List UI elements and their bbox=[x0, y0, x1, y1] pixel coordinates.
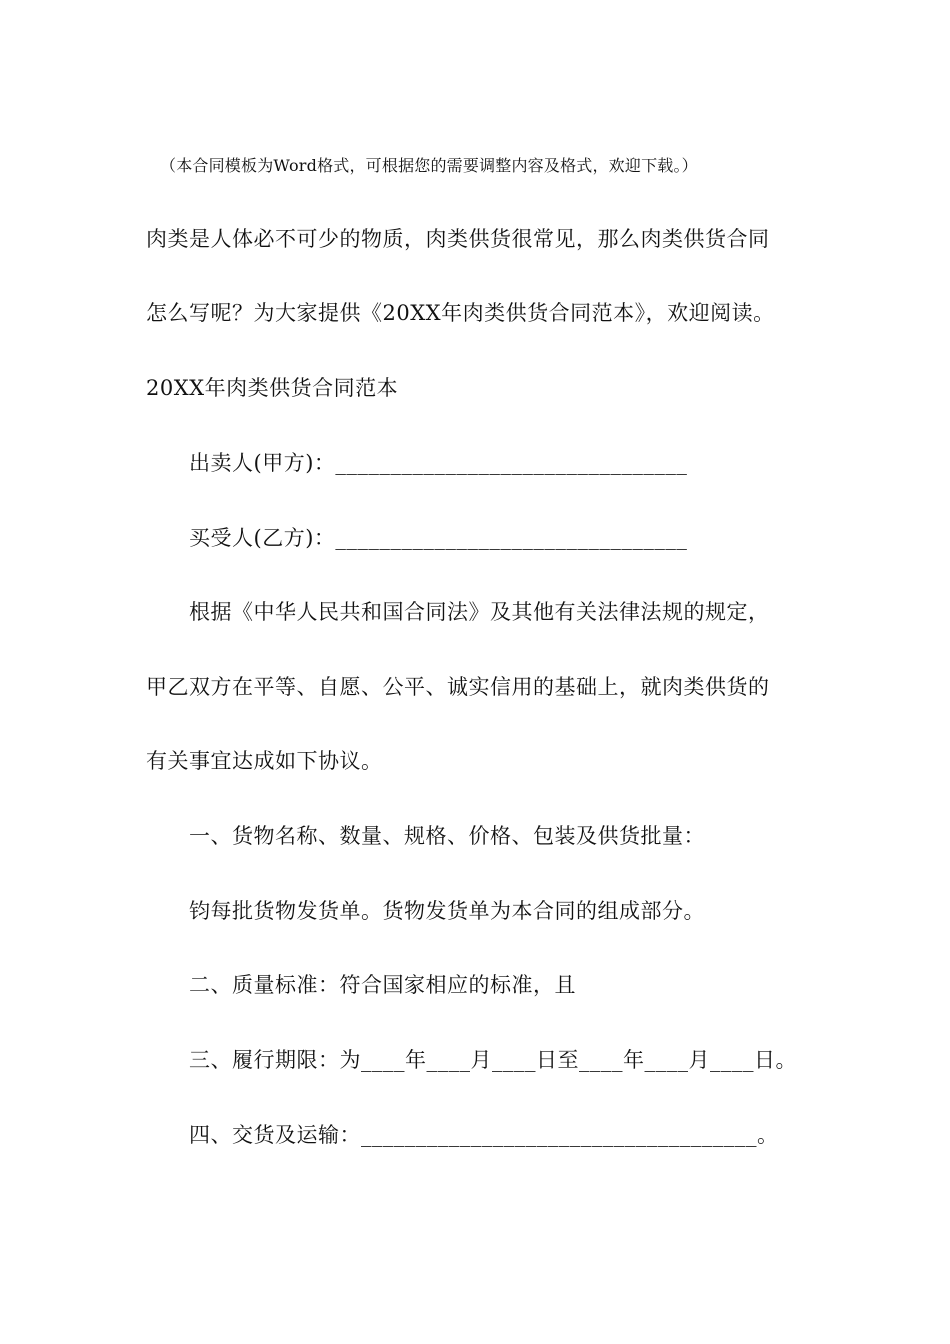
basis-line-1: 根据《中华人民共和国合同法》及其他有关法律法规的规定， bbox=[189, 600, 770, 624]
contract-title: 20XX年肉类供货合同范本 bbox=[146, 376, 399, 400]
basis-line-2: 甲乙双方在平等、自愿、公平、诚实信用的基础上，就肉类供货的 bbox=[146, 675, 770, 699]
clause-1-detail: 钧每批货物发货单。货物发货单为本合同的组成部分。 bbox=[189, 899, 705, 923]
intro-line-1: 肉类是人体必不可少的物质，肉类供货很常见，那么肉类供货合同 bbox=[146, 227, 770, 251]
template-note: （本合同模板为Word格式，可根据您的需要调整内容及格式，欢迎下载。） bbox=[160, 156, 698, 175]
seller-field: 出卖人(甲方)：________________________________ bbox=[189, 451, 688, 475]
intro-line-2: 怎么写呢？为大家提供《20XX年肉类供货合同范本》，欢迎阅读。 bbox=[146, 301, 775, 325]
clause-1-heading: 一、货物名称、数量、规格、价格、包装及供货批量： bbox=[189, 824, 705, 848]
clause-3: 三、履行期限：为____年____月____日至____年____月____日。 bbox=[189, 1048, 797, 1072]
buyer-field: 买受人(乙方)：________________________________ bbox=[189, 526, 688, 550]
clause-4: 四、交货及运输：____________________________________。 bbox=[189, 1123, 779, 1147]
clause-2: 二、质量标准：符合国家相应的标准，且 bbox=[189, 973, 576, 997]
basis-line-3: 有关事宜达成如下协议。 bbox=[146, 749, 383, 773]
